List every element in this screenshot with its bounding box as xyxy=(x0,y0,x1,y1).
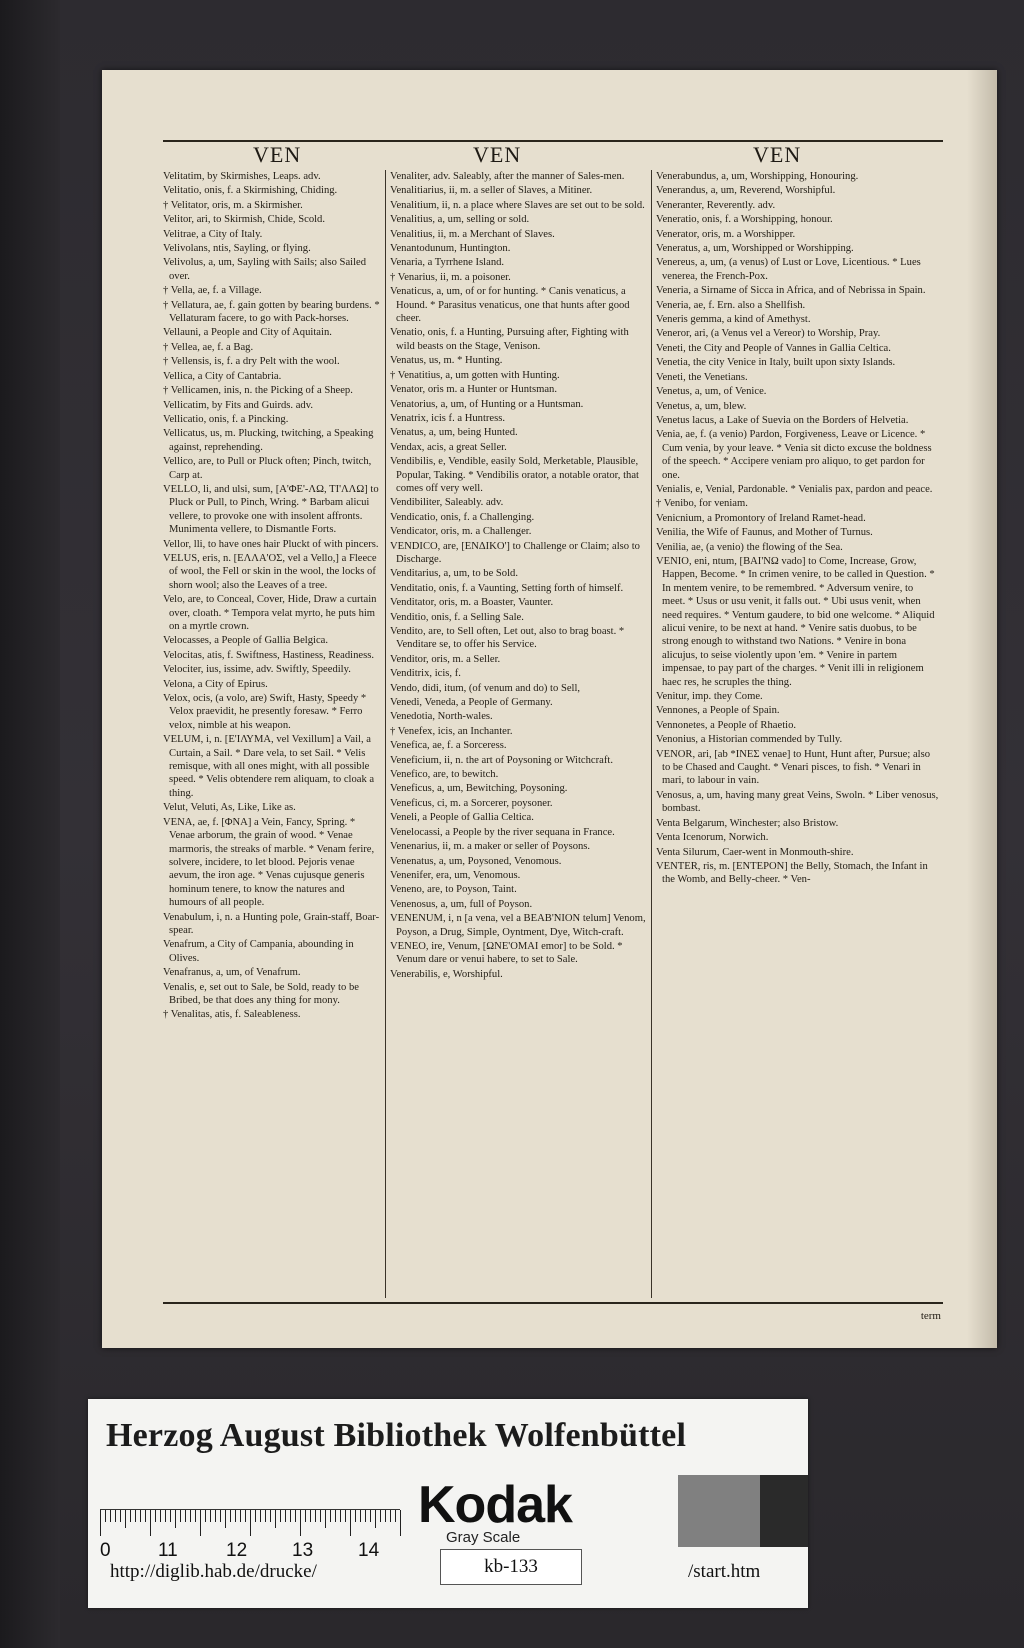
ruler-tick xyxy=(385,1510,386,1522)
dictionary-entry: Vennones, a People of Spain. xyxy=(656,705,780,717)
ruler-tick xyxy=(265,1510,266,1522)
ruler-tick xyxy=(135,1510,136,1522)
ruler-label: 14 xyxy=(358,1540,380,1561)
kodak-logo: Kodak xyxy=(418,1476,572,1534)
ruler-tick xyxy=(200,1510,201,1536)
dictionary-entry: Velociter, ius, issime, adv. Swiftly, Speedily. xyxy=(163,664,351,676)
ruler-tick xyxy=(310,1510,311,1522)
dictionary-entry: Venerabilis, e, Worshipful. xyxy=(390,968,503,980)
ruler-tick xyxy=(160,1510,161,1522)
column-rule xyxy=(385,170,386,1298)
ruler-tick xyxy=(210,1510,211,1522)
ruler-tick xyxy=(280,1510,281,1522)
digital-library-url: http://diglib.hab.de/drucke/ xyxy=(110,1561,317,1582)
library-target-card xyxy=(88,1399,808,1608)
ruler-tick xyxy=(220,1510,221,1522)
dictionary-entry: Venilia, ae, (a venio) the flowing of the Sea. xyxy=(656,541,843,553)
dictionary-entry: † Vella, ae, f. a Village. xyxy=(163,285,262,297)
ruler-tick xyxy=(375,1510,376,1528)
shelf-code: kb-133 xyxy=(440,1549,582,1585)
dictionary-entry: Venedi, Veneda, a People of Germany. xyxy=(390,697,553,709)
ruler-tick xyxy=(290,1510,291,1522)
dictionary-entry: Veneria, a Sirname of Sicca in Africa, and of Nebrissa in Spain. xyxy=(656,285,926,297)
dictionary-entry: Venelocassi, a People by the river sequana in France. xyxy=(390,826,615,838)
dictionary-entry: Veneris gemma, a kind of Amethyst. xyxy=(656,314,811,326)
dictionary-entry: Vennonetes, a People of Rhaetio. xyxy=(656,719,797,731)
ruler-tick xyxy=(270,1510,271,1522)
dictionary-entry: Vellor, lli, to have ones hair Pluckt of with pincers. xyxy=(163,538,379,550)
ruler-tick xyxy=(305,1510,306,1522)
ruler-tick xyxy=(165,1510,166,1522)
dictionary-entry: † Vellea, ae, f. a Bag. xyxy=(163,341,254,353)
dictionary-entry: Vellica, a City of Cantabria. xyxy=(163,370,282,382)
ruler-label: 0 xyxy=(100,1540,111,1561)
ruler-tick xyxy=(250,1510,251,1536)
dictionary-entry: Venefica, ae, f. a Sorceress. xyxy=(390,740,507,752)
dictionary-entry: Veneficus, a, um, Bewitching, Poysoning. xyxy=(390,783,568,795)
dictionary-entry: † Velitator, oris, m. a Skirmisher. xyxy=(163,199,303,211)
dictionary-entry: † Vellatura, ae, f. gain gotten by bearing burdens. * Vellaturam facere, to go with Pack-horses. xyxy=(163,299,380,325)
ruler-tick xyxy=(190,1510,191,1522)
dictionary-entry: Venilia, the Wife of Faunus, and Mother of Turnus. xyxy=(656,527,873,539)
dictionary-entry: Venetus, a, um, blew. xyxy=(656,400,747,412)
dictionary-entry: VELUS, eris, n. [EΛΛA'OΣ, vel a Vello,] a Fleece of wool, the Fell or skin in the wool, the locks of shorn wool; also the Leaves of a tree. xyxy=(163,552,377,591)
dictionary-entry: Venedotia, North-wales. xyxy=(390,711,493,723)
ruler-tick xyxy=(235,1510,236,1522)
page-text-frame xyxy=(163,140,943,1322)
ruler-tick xyxy=(230,1510,231,1522)
dictionary-entry: Veneti, the Venetians. xyxy=(656,371,748,383)
dictionary-entry: Veneficus, ci, m. a Sorcerer, poysoner. xyxy=(390,797,553,809)
dictionary-entry: Venatus, a, um, being Hunted. xyxy=(390,427,518,439)
dictionary-entry: Veneficium, ii, n. the art of Poysoning or Witchcraft. xyxy=(390,754,613,766)
dictionary-entry: Venerabundus, a, um, Worshipping, Honouring. xyxy=(656,171,859,182)
dictionary-entry: VENDICO, are, [ENΔIKO'] to Challenge or Claim; also to Discharge. xyxy=(390,540,640,565)
dictionary-entry: Venalitius, ii, m. a Merchant of Slaves. xyxy=(390,228,555,240)
dictionary-entry: Venaria, a Tyrrhene Island. xyxy=(390,257,505,269)
ruler-tick xyxy=(320,1510,321,1522)
ruler-label: 11 xyxy=(158,1540,178,1561)
dictionary-entry: Venenosus, a, um, full of Poyson. xyxy=(390,898,533,910)
dictionary-entry: VELLO, li, and ulsi, sum, [A'ΦE'-ΛΩ, ΤΙ'ΛΛΩ] to Pluck or Pull, to Pinch, Wring. * Barbam alicui vellere, to provoke one with insolent affronts. Munimenta vellere, to Dismantle Forts. xyxy=(163,483,379,536)
dictionary-entry: Veneria, ae, f. Ern. also a Shellfish. xyxy=(656,299,806,311)
ruler-tick xyxy=(185,1510,186,1522)
dictionary-entry: Velocitas, atis, f. Swiftness, Hastiness, Readiness. xyxy=(163,649,374,661)
dictionary-entry: Venaliter, adv. Saleably, after the manner of Sales-men. xyxy=(390,171,625,182)
dictionary-entry: Venafranus, a, um, of Venafrum. xyxy=(163,967,301,979)
dictionary-entry: Velitrae, a City of Italy. xyxy=(163,228,263,240)
dictionary-entry: Vendax, acis, a great Seller. xyxy=(390,441,507,453)
ruler-tick xyxy=(395,1510,396,1522)
dictionary-entry: Venetus lacus, a Lake of Suevia on the Borders of Helvetia. xyxy=(656,414,909,426)
dictionary-entry: Venabulum, i, n. a Hunting pole, Grain-staff, Boar-spear. xyxy=(163,911,380,936)
dictionary-entry: VENENUM, i, n [a vena, vel a BEAB'NION telum] Venom, Poyson, a Drug, Simple, Oyntment, Dye, Witch-craft. xyxy=(390,913,646,938)
ruler-tick xyxy=(155,1510,156,1522)
dictionary-entry: Venetus, a, um, of Venice. xyxy=(656,386,767,398)
dictionary-entry: VENEO, ire, Venum, [ΩNE'OMAI emor] to be Sold. * Venum dare or venui habere, to set to Sale. xyxy=(390,940,623,966)
dictionary-entry: Venalitius, a, um, selling or sold. xyxy=(390,214,530,226)
dictionary-entry: Vellauni, a People and City of Aquitain. xyxy=(163,327,332,339)
dictionary-entry: † Venefex, icis, an Inchanter. xyxy=(390,725,513,737)
dictionary-entry: Venatio, onis, f. a Hunting, Pursuing after, Fighting with wild beasts on the Stage, Venison. xyxy=(390,327,629,352)
dictionary-entry: Venia, ae, f. (a venio) Pardon, Forgiveness, Leave or Licence. * Cum venia, by your leave. * Venia sit dicto excuse the boldness of the speech. * Accipere veniam pro aliquo, to get pardon for one. xyxy=(656,429,932,481)
ruler-tick xyxy=(115,1510,116,1522)
dictionary-entry: Vellicatio, onis, f. a Pincking. xyxy=(163,413,289,425)
dictionary-entry: Venta Silurum, Caer-went in Monmouth-shire. xyxy=(656,846,854,858)
ruler-tick xyxy=(125,1510,126,1528)
ruler-tick xyxy=(325,1510,326,1528)
ruler-tick xyxy=(205,1510,206,1522)
ruler-tick xyxy=(350,1510,351,1536)
dictionary-entry: Venditarius, a, um, to be Sold. xyxy=(390,568,518,580)
kodak-gray-scale xyxy=(410,1475,672,1547)
dictionary-entry: Velivolus, a, um, Sayling with Sails; also Sailed over. xyxy=(163,257,367,282)
dictionary-entry: Vendibiliter, Saleably. adv. xyxy=(390,497,504,509)
dictionary-entry: Venetia, the city Venice in Italy, built upon sixty Islands. xyxy=(656,357,896,369)
dictionary-entry: Venenarius, ii, m. a maker or seller of Poysons. xyxy=(390,841,591,853)
dictionary-entry: Vendito, are, to Sell often, Let out, also to brag boast. * Venditare se, to offer his Service. xyxy=(390,626,625,651)
dictionary-entry: Vellico, are, to Pull or Pluck often; Pinch, twitch, Carp at. xyxy=(163,456,372,481)
dictionary-entry: Veneranter, Reverently. adv. xyxy=(656,199,776,211)
ruler-tick xyxy=(345,1510,346,1522)
running-head-right: VEN xyxy=(753,142,802,167)
dictionary-entry: VENTER, ris, m. [ENTEPON] the Belly, Stomach, the Infant in the Womb, and Belly-cheer. * Ven- xyxy=(656,860,928,886)
dictionary-column-1 xyxy=(163,170,381,1295)
dictionary-entry: Vellicatim, by Fits and Guirds. adv. xyxy=(163,399,313,411)
ruler-tick xyxy=(360,1510,361,1522)
ruler-tick xyxy=(215,1510,216,1522)
gray-swatch xyxy=(678,1475,760,1547)
ruler-tick xyxy=(260,1510,261,1522)
ruler-tick xyxy=(130,1510,131,1522)
dictionary-entry: Veneno, are, to Poyson, Taint. xyxy=(390,884,517,896)
dictionary-entry: Velitatio, onis, f. a Skirmishing, Chiding. xyxy=(163,185,338,197)
ruler-tick xyxy=(105,1510,106,1522)
dictionary-entry: † Venalitas, atis, f. Saleableness. xyxy=(163,1009,301,1021)
dictionary-entry: Venitur, imp. they Come. xyxy=(656,691,763,703)
dictionary-entry: VENOR, ari, [ab *INEΣ venae] to Hunt, Hunt after, Pursue; also to be Chased and Caught. * Venari pisces, to fish. * Venari in mari, to labour in vain. xyxy=(656,748,931,787)
measuring-ruler xyxy=(100,1509,400,1560)
ruler-tick xyxy=(180,1510,181,1522)
dictionary-entry: Venditatio, onis, f. a Vaunting, Setting forth of himself. xyxy=(390,582,624,594)
ruler-tick xyxy=(140,1510,141,1522)
running-head-left: VEN xyxy=(253,142,302,167)
dictionary-entry: Venefico, are, to bewitch. xyxy=(390,769,499,781)
ruler-tick xyxy=(295,1510,296,1522)
dictionary-entry: VENA, ae, f. [ΦΝΑ] a Vein, Fancy, Spring. * Venae arborum, the grain of wood. * Venae marmoris, the streaks of marble. * Venam ferire, solvere, incidere, to let blood. Pejoris venae aevum, the iron age. * Venas cujusque generis hominum tenere, to know the natures and humours of all people. xyxy=(163,816,375,909)
dictionary-entry: Venenatus, a, um, Poysoned, Venomous. xyxy=(390,855,562,867)
dictionary-entry: Venalis, e, set out to Sale, be Sold, ready to be Bribed, be that does any thing for mony. xyxy=(163,981,359,1006)
dictionary-entry: Venenifer, era, um, Venomous. xyxy=(390,869,521,881)
dictionary-entry: † Venarius, ii, m. a poisoner. xyxy=(390,271,511,283)
dictionary-entry: Velut, Veluti, As, Like, Like as. xyxy=(163,802,296,814)
dictionary-entry: Venerator, oris, m. a Worshipper. xyxy=(656,228,796,240)
dictionary-entry: Vendicatio, onis, f. a Challenging. xyxy=(390,511,535,523)
dictionary-entry: Velivolans, ntis, Sayling, or flying. xyxy=(163,243,311,255)
dictionary-entry: Veneror, ari, (a Venus vel a Vereor) to Worship, Pray. xyxy=(656,328,881,340)
ruler-tick xyxy=(355,1510,356,1522)
dictionary-entry: Veneratio, onis, f. a Worshipping, honour. xyxy=(656,214,833,226)
ruler-label: 12 xyxy=(226,1540,248,1561)
dictionary-entry: Venditio, onis, f. a Selling Sale. xyxy=(390,611,524,623)
dictionary-entry: Veneti, the City and People of Vannes in Gallia Celtica. xyxy=(656,342,891,354)
dictionary-entry: Venatus, us, m. * Hunting. xyxy=(390,355,503,367)
column-rule xyxy=(651,170,652,1298)
ruler-tick xyxy=(335,1510,336,1522)
dictionary-entry: Velocasses, a People of Gallia Belgica. xyxy=(163,635,329,647)
dictionary-entry: Venaticus, a, um, of or for hunting. * Canis venaticus, a Hound. * Parasitus venaticus, one that hunts after good cheer. xyxy=(390,286,630,325)
dark-swatch xyxy=(760,1475,808,1547)
dictionary-entry: Venditrix, icis, f. xyxy=(390,668,461,680)
dictionary-entry: Venafrum, a City of Campania, abounding in Olives. xyxy=(163,939,354,964)
ruler-tick xyxy=(380,1510,381,1522)
ruler-tick xyxy=(240,1510,241,1522)
ruler-tick xyxy=(275,1510,276,1528)
dictionary-entry: Vendo, didi, itum, (of venum and do) to Sell, xyxy=(390,682,581,694)
dictionary-entry: Veneli, a People of Gallia Celtica. xyxy=(390,812,534,824)
dictionary-entry: Venditor, oris, m. a Seller. xyxy=(390,653,501,665)
dictionary-entry: Vendicator, oris, m. a Challenger. xyxy=(390,526,532,538)
ruler-tick xyxy=(370,1510,371,1522)
dictionary-entry: Velo, are, to Conceal, Cover, Hide, Draw a curtain over, cloath. * Tempora velat myrto, he puts him on a myrtle crown. xyxy=(163,594,377,632)
ruler-label: 13 xyxy=(292,1540,314,1561)
ruler-tick xyxy=(100,1510,101,1536)
library-title: Herzog August Bibliothek Wolfenbüttel xyxy=(106,1417,687,1454)
dictionary-entry: VELUM, i, n. [E'ΙΛΥΜΑ, vel Vexillum] a Vail, a Curtain, a Sail. * Dare vela, to set Sail. * Velis remisque, with all ones might, with all possible speed. * Velis obtendere rem aliquam, to cloak a thing. xyxy=(163,734,375,799)
ruler-tick xyxy=(330,1510,331,1522)
ruler-tick xyxy=(245,1510,246,1522)
ruler-tick xyxy=(225,1510,226,1528)
dictionary-entry: Velitor, ari, to Skirmish, Chide, Scold. xyxy=(163,214,326,226)
dictionary-entry: Velox, ocis, (a volo, are) Swift, Hasty, Speedy * Velox praevidit, he presently foresaw. * Ferro velox, nimble at his weapon. xyxy=(163,693,367,731)
ruler-tick xyxy=(340,1510,341,1522)
dictionary-entry: Venonius, a Historian commended by Tully. xyxy=(656,734,843,746)
dictionary-entry: Venicnium, a Promontory of Ireland Ramet-head. xyxy=(656,512,866,524)
dictionary-column-2 xyxy=(390,170,647,1295)
ruler-tick xyxy=(120,1510,121,1522)
dictionary-entry: Venalitiarius, ii, m. a seller of Slaves, a Mitiner. xyxy=(390,185,593,197)
ruler-tick xyxy=(365,1510,366,1522)
dictionary-entry: Venta Icenorum, Norwich. xyxy=(656,832,769,844)
dictionary-entry: Venantodunum, Huntington. xyxy=(390,243,511,255)
dictionary-entry: Veneratus, a, um, Worshipped or Worshipping. xyxy=(656,243,854,255)
ruler-tick xyxy=(255,1510,256,1522)
gray-scale-label: Gray Scale xyxy=(446,1529,521,1546)
ruler-tick xyxy=(145,1510,146,1522)
dictionary-entry: Venereus, a, um, (a venus) of Lust or Love, Licentious. * Lues venerea, the French-Pox. xyxy=(656,257,921,282)
ruler-tick xyxy=(175,1510,176,1528)
dictionary-entry: Venta Belgarum, Winchester; also Bristow. xyxy=(656,817,839,829)
ruler-tick xyxy=(110,1510,111,1522)
dictionary-entry: Vendibilis, e, Vendible, easily Sold, Merketable, Plausible, Popular, Taking. * Vendibilis orator, a notable orator, that comes off very well. xyxy=(390,456,639,494)
dictionary-entry: VENIO, eni, ntum, [BAI'NΩ vado] to Come, Increase, Grow, Happen, Become. * In crimen venire, to be called in Question. * In mentem venire, to be remembred. * Adversum venire, to meet. * Usus or usu venit, it falls out. * Ubi usus venit, when need requires. * Ventum gaudere, to bid one welcome. * Aliquid alicui venire, to be next at hand. * Venire satis duobus, to be strong enough to withstand two Nations. * Venire in bona alicujus, to seise violently upon 'em. * Venire in partem impensae, to pay part of the charges. * Venit illi in religionem haec res, he scruples the thing. xyxy=(656,555,935,688)
start-page-path: /start.htm xyxy=(688,1561,761,1582)
dictionary-entry: Velitatim, by Skirmishes, Leaps. adv. xyxy=(163,171,321,182)
ruler-tick xyxy=(315,1510,316,1522)
dictionary-entry: Venialis, e, Venial, Pardonable. * Venialis pax, pardon and peace. xyxy=(656,483,933,495)
dictionary-entry: † Vellicamen, inis, n. the Picking of a Sheep. xyxy=(163,385,353,397)
dictionary-entry: Velona, a City of Epirus. xyxy=(163,678,268,690)
ruler-tick xyxy=(150,1510,151,1536)
dictionary-entry: Vellicatus, us, m. Plucking, twitching, a Speaking against, reprehending. xyxy=(163,428,374,453)
catchword: term xyxy=(920,1310,941,1322)
running-head-center: VEN xyxy=(473,142,522,167)
dictionary-column-3 xyxy=(656,170,939,1295)
dictionary-entry: Venatrix, icis f. a Huntress. xyxy=(390,412,506,424)
ruler-tick xyxy=(285,1510,286,1522)
ruler-tick xyxy=(300,1510,301,1536)
dictionary-entry: † Venatitius, a, um gotten with Hunting. xyxy=(390,369,560,381)
dictionary-entry: † Venibo, for veniam. xyxy=(656,498,748,510)
ruler-tick xyxy=(195,1510,196,1522)
ruler-tick xyxy=(400,1510,401,1536)
ruler-tick xyxy=(170,1510,171,1522)
dictionary-entry: Venalitium, ii, n. a place where Slaves are set out to be sold. xyxy=(390,199,645,211)
book-spine-shadow xyxy=(0,0,60,1648)
dictionary-entry: † Vellensis, is, f. a dry Pelt with the wool. xyxy=(163,356,340,368)
ruler-tick xyxy=(390,1510,391,1522)
dictionary-entry: Venator, oris m. a Hunter or Huntsman. xyxy=(390,384,557,396)
dictionary-entry: Venerandus, a, um, Reverend, Worshipful. xyxy=(656,185,836,197)
dictionary-entry: Venditator, oris, m. a Boaster, Vaunter. xyxy=(390,597,554,609)
dictionary-entry: Venatorius, a, um, of Hunting or a Huntsman. xyxy=(390,398,584,410)
dictionary-entry: Venosus, a, um, having many great Veins, Swoln. * Liber venosus, bombast. xyxy=(656,789,939,815)
